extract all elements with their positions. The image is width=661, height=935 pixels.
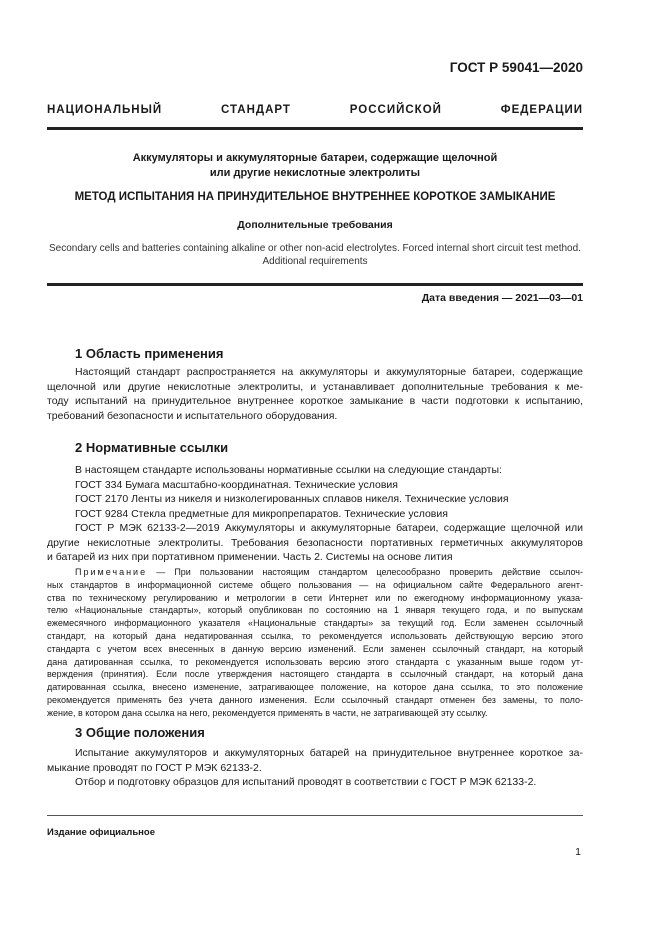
note-line: стандарт, на который дана недатированная ссылка, то рекомендуется использовать действующую версию этого: [47, 630, 583, 641]
section-1-heading: 1 Область применения: [75, 346, 224, 361]
official-edition: Издание официальное: [47, 827, 155, 838]
note-line: ежемесячного информационного указателя «Национальные стандарты» за текущий год. Если заменен ссылочный: [47, 618, 583, 629]
text-line: мыкание проводят по ГОСТ Р МЭК 62133-2.: [47, 761, 262, 774]
section-3-text: [47, 746, 583, 790]
introduction-date: Дата введения — 2021—03—01: [421, 292, 583, 304]
note-line: ных стандартов в информационной системе общего пользования — на официальном сайте Федерального агент-: [47, 579, 583, 590]
note-line: телю «Национальные стандарты», который опубликован по состоянию на 1 января текущего года, и по выпускам: [47, 605, 583, 616]
reference-item: ГОСТ 334 Бумага масштабно-координатная. Технические условия: [75, 478, 398, 491]
note-first-line: [47, 566, 583, 579]
title-en-line-1: Secondary cells and batteries containing alkaline or other non-acid electrolytes. Forced internal short circuit test method.: [49, 243, 581, 254]
references-intro: В настоящем стандарте использованы нормативные ссылки на следующие стандарты:: [75, 464, 502, 476]
national-standard-banner: НАЦИОНАЛЬНЫЙ СТАНДАРТ РОССИЙСКОЙ ФЕДЕРАЦИИ: [47, 104, 583, 116]
reference-item: ГОСТ 2170 Ленты из никеля и низколегированных сплавов никеля. Технические условия: [75, 493, 509, 506]
title-sub: Дополнительные требования: [237, 219, 393, 231]
note-line: жение, в котором дана ссылка на него, рекомендуется применять в части, не затрагивающей эту ссылку.: [47, 707, 488, 718]
note-label: Примечание: [75, 567, 148, 577]
text-line: Настоящий стандарт распространяется на аккумуляторы и аккумуляторные батареи, содержащие: [75, 366, 583, 378]
text-line: другие некислотные электролиты. Требования безопасности портативных герметичных аккумуляторов: [47, 536, 583, 549]
title-main: МЕТОД ИСПЫТАНИЯ НА ПРИНУДИТЕЛЬНОЕ ВНУТРЕННЕЕ КОРОТКОЕ ЗАМЫКАНИЕ: [74, 191, 556, 203]
section-1-text: [47, 365, 583, 423]
note-text: — При пользовании настоящим стандартом целесообразно проверить действие ссылоч-: [147, 567, 583, 577]
section-3-heading: 3 Общие положения: [75, 725, 205, 740]
references-note: [47, 566, 583, 720]
note-line: ства по техническому регулированию и метрологии в сети Интернет или по ежегодному информационному указа-: [47, 592, 583, 603]
title-en: [47, 242, 583, 268]
text-line: щелочной или другие некислотные электролиты, и устанавливает дополнительные требования к ме-: [47, 380, 583, 393]
footer-rule: [47, 815, 583, 816]
standard-code: ГОСТ Р 59041—2020: [449, 60, 583, 75]
title-line-2: или другие некислотные электролиты: [209, 167, 421, 179]
text-line: требований безопасности и испытательного оборудования.: [47, 409, 338, 422]
text-line: ГОСТ Р МЭК 62133-2—2019 Аккумуляторы и аккумуляторные батареи, содержащие щелочной или: [75, 522, 583, 534]
text-line: Отбор и подготовку образцов для испытаний проводят в соответствии с ГОСТ Р МЭК 62133-2.: [75, 776, 537, 789]
reference-item: ГОСТ 9284 Стекла предметные для микропрепаратов. Технические условия: [75, 507, 448, 520]
title-ru: [47, 151, 583, 181]
reference-item-multiline: [47, 521, 583, 565]
page-number: 1: [575, 846, 581, 858]
note-line: дана датированная ссылка, то рекомендуется использовать версию этого стандарта с указанным выше годом ут-: [47, 656, 583, 667]
title-rule: [47, 283, 583, 286]
note-line: рекомендуется применять без учета данного изменения. Если ссылочный стандарт отменен без замены, то поло-: [47, 694, 583, 705]
text-line: и батарей из них при портативном применении. Часть 2. Системы на основе лития: [47, 551, 453, 564]
text-line: тоду испытаний на принудительное внутреннее короткое замыкание в части подготовки к испытанию,: [47, 395, 583, 408]
section-2-heading: 2 Нормативные ссылки: [75, 440, 229, 455]
note-line: датированная ссылка, внесено изменение, затрагивающее положение, на которое дана ссылка, то это положение: [47, 682, 583, 693]
note-line: верждения (принятия). Если после утверждения настоящего стандарта в ссылочный стандарт, на который дана: [47, 669, 583, 680]
title-line-1: Аккумуляторы и аккумуляторные батареи, содержащие щелочной: [132, 152, 498, 164]
text-line: Испытание аккумуляторов и аккумуляторных батарей на принудительное внутреннее короткое за-: [75, 747, 583, 759]
section-2-references: [47, 463, 583, 521]
top-rule: [47, 127, 583, 130]
note-line: стандарта с учетом всех внесенных в данную версию изменений. Если заменен ссылочный стандарт, на который: [47, 643, 583, 654]
title-en-line-2: Additional requirements: [262, 256, 368, 267]
